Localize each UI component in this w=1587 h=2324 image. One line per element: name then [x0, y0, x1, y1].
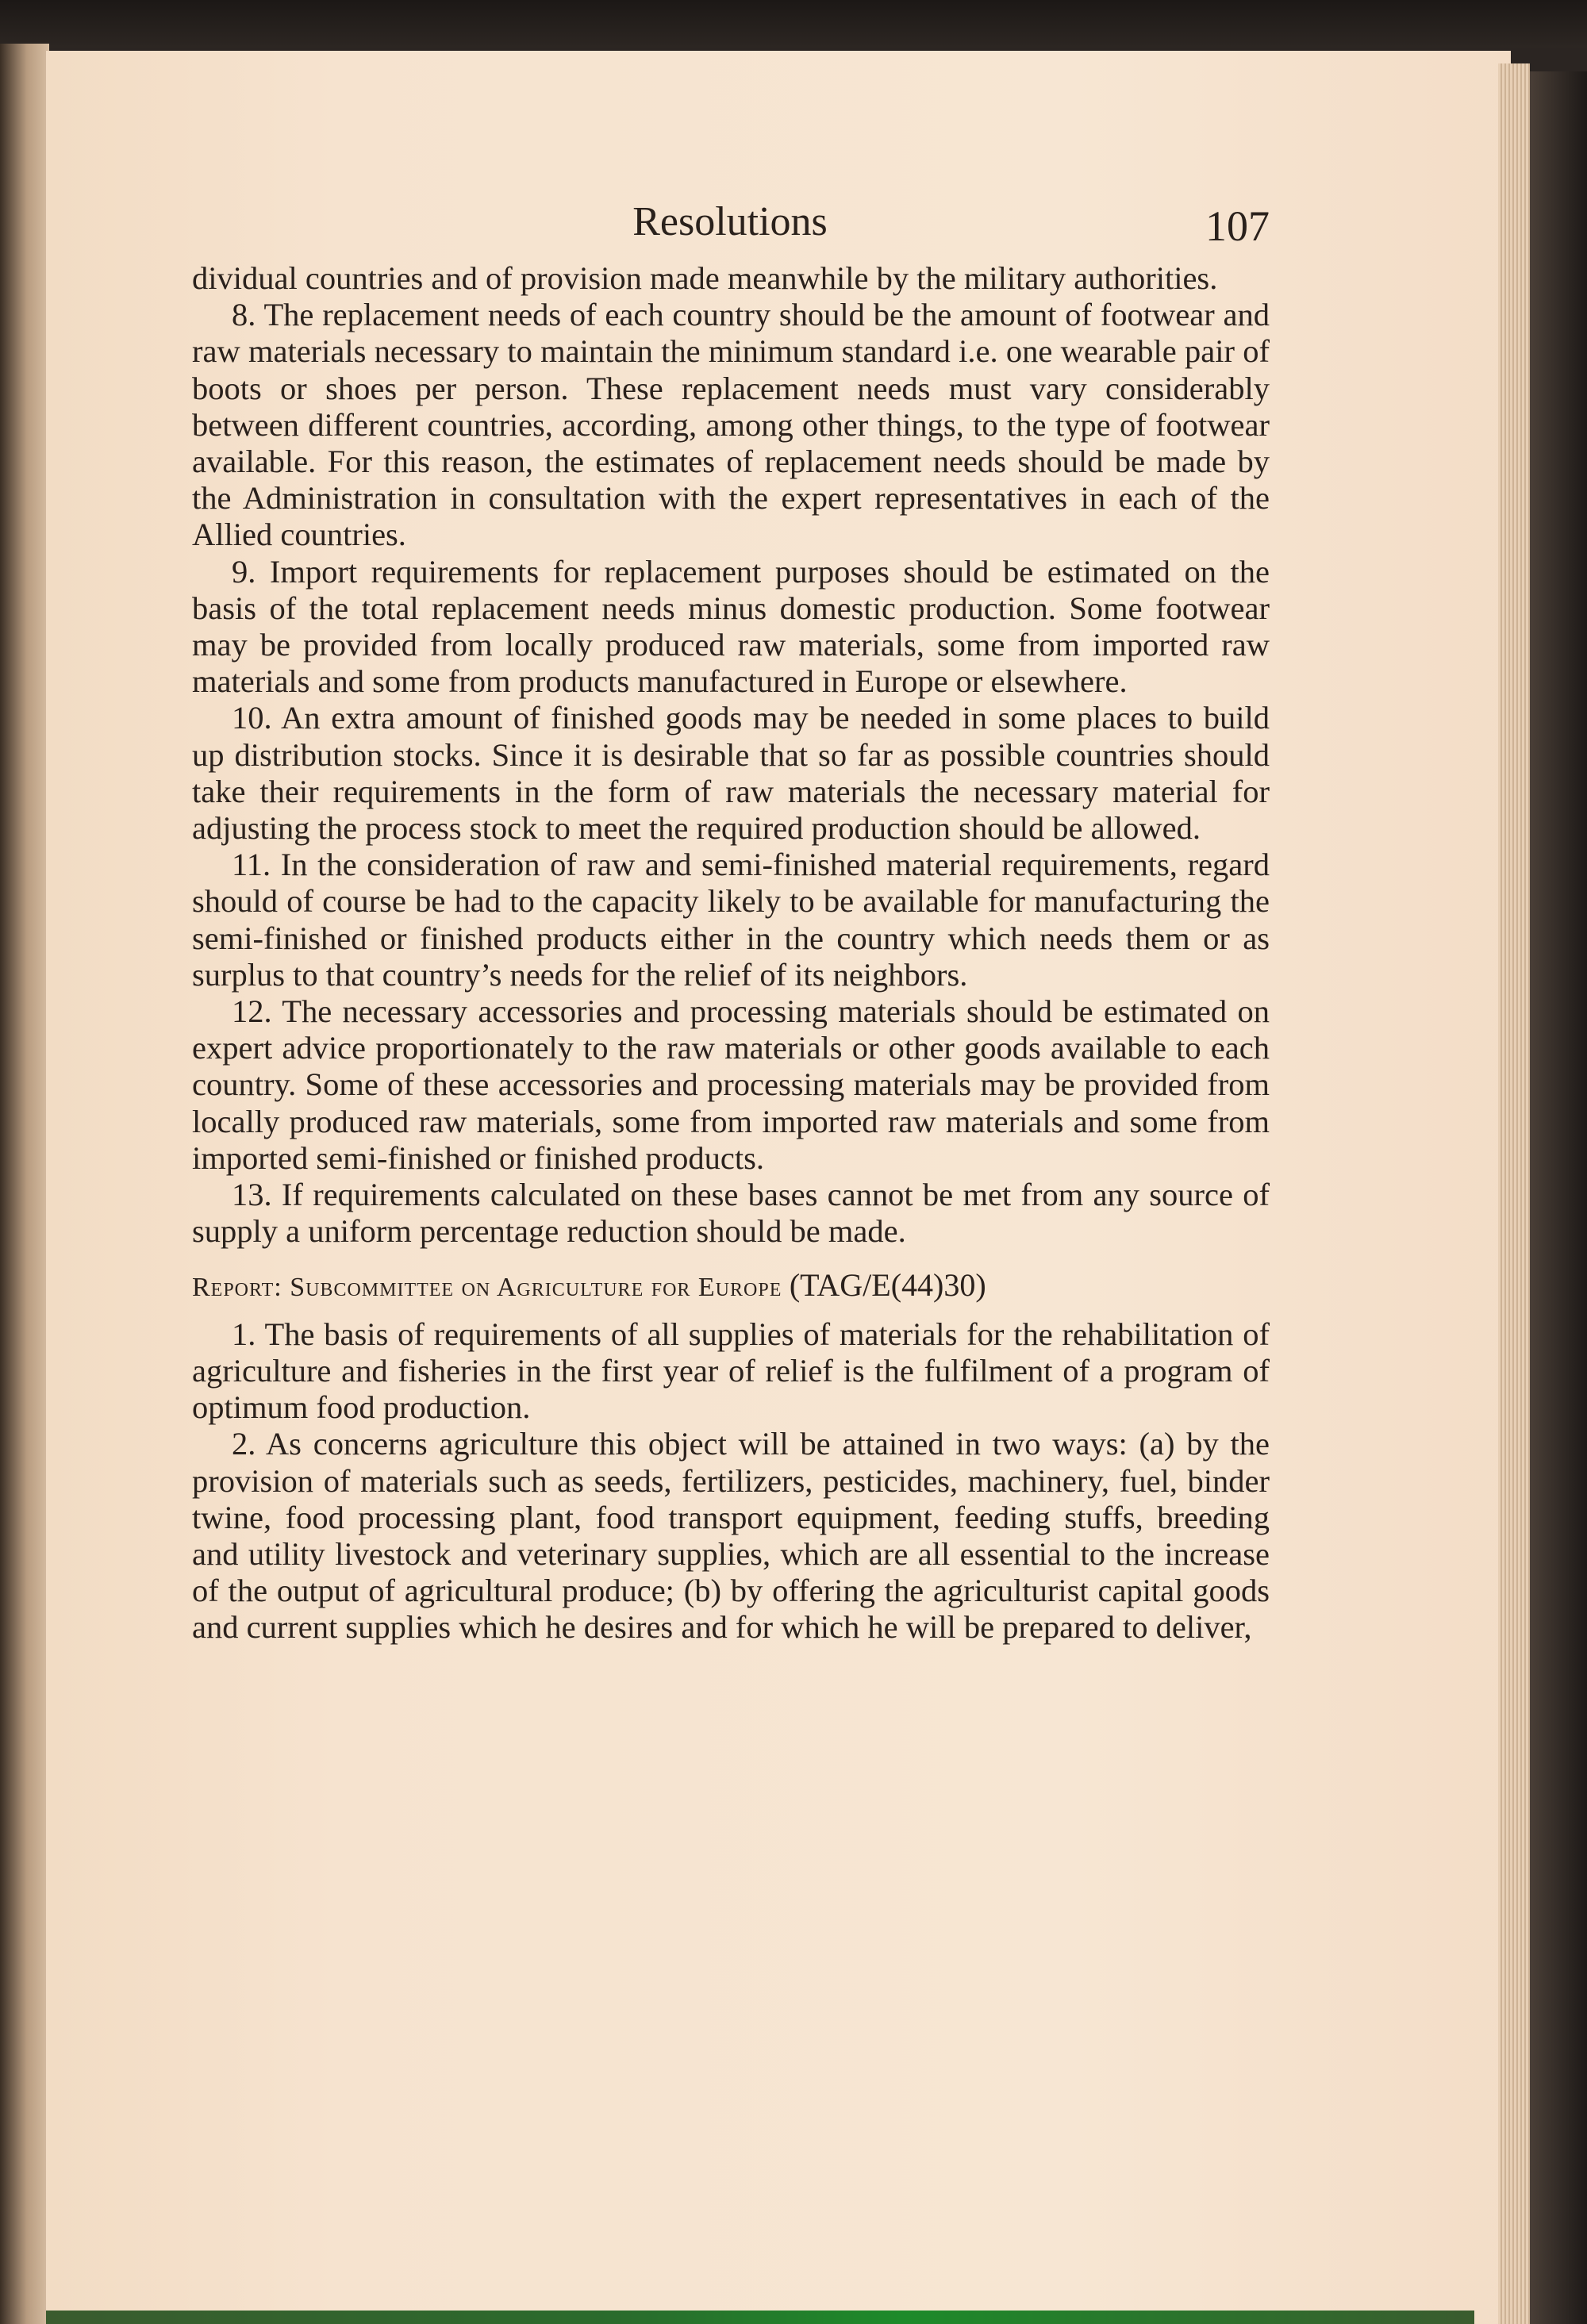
page-title: Resolutions	[632, 199, 828, 244]
body-text	[192, 260, 1270, 1646]
paragraph-10: 10. An extra amount of finished goods may be needed in some places to build up distribution stocks. Since it is desirable that so far as possible countries should take their requirements in the form of raw materials the necessary material for adjusting the process stock to meet the required production should be allowed.	[192, 700, 1270, 847]
paragraph-13: 13. If requirements calculated on these bases cannot be met from any source of supply a uniform percentage reduction should be made.	[192, 1177, 1270, 1250]
running-head	[190, 198, 1270, 262]
page-stack-edges	[1498, 63, 1530, 2324]
paragraph-continued: dividual countries and of provision made meanwhile by the military authorities.	[192, 260, 1218, 296]
section-paragraph-1: 1. The basis of requirements of all supplies of materials for the rehabilitation of agriculture and fisheries in the first year of relief is the fulfilment of a program of optimum food production.	[192, 1316, 1270, 1426]
scan-background-top	[0, 0, 1587, 48]
paragraph-9: 9. Import requirements for replacement purposes should be estimated on the basis of the total replacement needs minus domestic production. Some footwear may be provided from locally produced raw materials, some from imported raw materials and some from products manufactured in Europe or elsewhere.	[192, 553, 1270, 700]
paragraph-8: 8. The replacement needs of each country should be the amount of footwear and raw materials necessary to maintain the minimum standard i.e. one wearable pair of boots or shoes per person. These replacement needs must vary considerably between different countries, according, among other things, to the type of footwear available. For this reason, the estimates of replacement needs should be made by the Administration in consultation with the expert representatives in each of the Allied countries.	[192, 297, 1270, 553]
paragraph-11: 11. In the consideration of raw and semi-finished material requirements, regard should of course be had to the capacity likely to be available for manufacturing the semi-finished or finished products either in the country which needs them or as surplus to that country’s needs for the relief of its neighbors.	[192, 847, 1270, 993]
scan-bottom-strip	[46, 2311, 1474, 2324]
section-heading	[192, 1267, 1270, 1306]
section-code: (TAG/E(44)30)	[789, 1267, 986, 1304]
book-gutter-edge	[0, 44, 49, 2324]
section-heading-text: Report: Subcommittee on Agriculture for Europe	[192, 1273, 782, 1303]
scan-background-right	[1530, 71, 1587, 2324]
paragraph-12: 12. The necessary accessories and processing materials should be estimated on expert advice proportionately to the raw materials or other goods available to each country. Some of these accessories and processing materials may be provided from locally produced raw materials, some from imported raw materials and some from imported semi-finished or finished products.	[192, 993, 1270, 1176]
page-number: 107	[1205, 202, 1270, 250]
section-paragraph-2: 2. As concerns agriculture this object will be attained in two ways: (a) by the provision of materials such as seeds, fertilizers, pesticides, machinery, fuel, binder twine, food processing plant, food transport equipment, feeding stuffs, breeding and utility livestock and veterinary supplies, which are all essential to the increase of the output of agricultural produce; (b) by offering the agriculturist capital goods and current supplies which he desires and for which he will be prepared to deliver,	[192, 1426, 1270, 1646]
